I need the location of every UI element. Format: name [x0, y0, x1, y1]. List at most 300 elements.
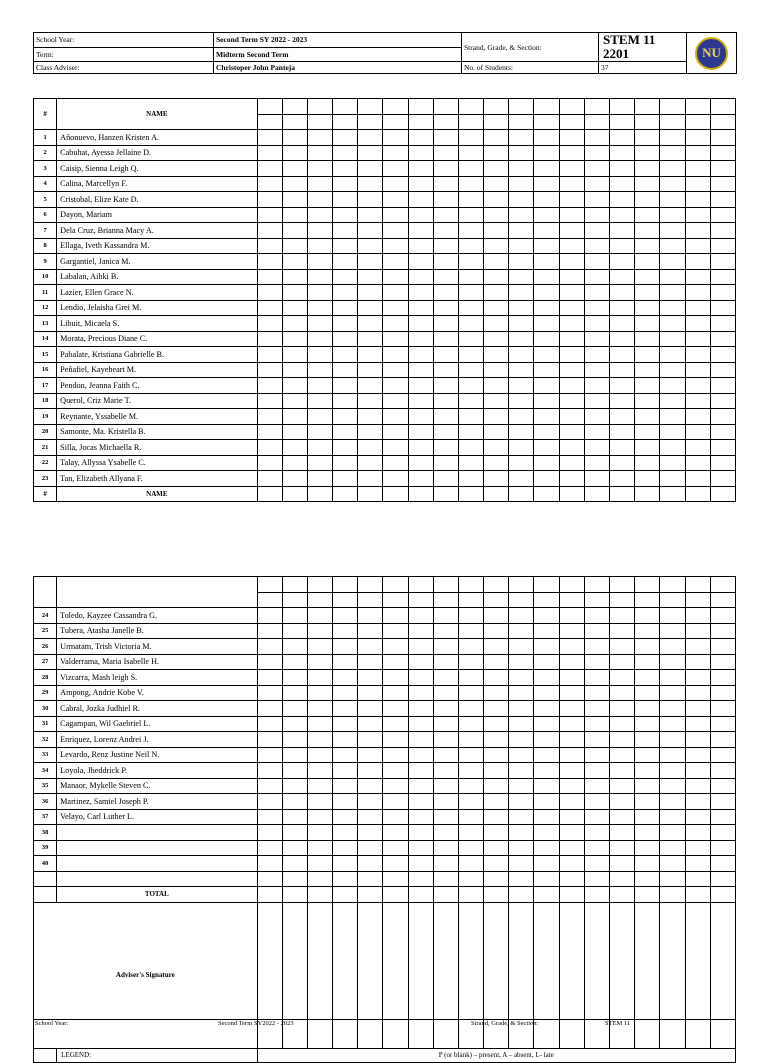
- attendance-cell[interactable]: [383, 393, 408, 409]
- attendance-cell[interactable]: [559, 130, 584, 146]
- attendance-cell[interactable]: [685, 331, 710, 347]
- date-header-cell[interactable]: [685, 577, 710, 593]
- attendance-cell[interactable]: [433, 424, 458, 440]
- attendance-cell[interactable]: [383, 331, 408, 347]
- attendance-cell[interactable]: [559, 285, 584, 301]
- date-header-cell[interactable]: [660, 592, 685, 608]
- attendance-cell[interactable]: [685, 763, 710, 779]
- attendance-cell[interactable]: [635, 608, 660, 624]
- attendance-cell[interactable]: [282, 763, 307, 779]
- attendance-cell[interactable]: [660, 716, 685, 732]
- attendance-cell[interactable]: [257, 238, 282, 254]
- attendance-cell[interactable]: [458, 794, 483, 810]
- attendance-cell[interactable]: [710, 639, 735, 655]
- attendance-cell[interactable]: [433, 794, 458, 810]
- attendance-cell[interactable]: [408, 223, 433, 239]
- attendance-cell[interactable]: [333, 130, 358, 146]
- attendance-cell[interactable]: [635, 825, 660, 841]
- attendance-cell[interactable]: [534, 316, 559, 332]
- attendance-cell[interactable]: [509, 223, 534, 239]
- attendance-cell[interactable]: [433, 161, 458, 177]
- attendance-cell[interactable]: [534, 254, 559, 270]
- attendance-cell[interactable]: [635, 639, 660, 655]
- attendance-cell[interactable]: [358, 347, 383, 363]
- attendance-cell[interactable]: [408, 145, 433, 161]
- date-header-cell[interactable]: [307, 114, 332, 130]
- attendance-cell[interactable]: [408, 809, 433, 825]
- attendance-cell[interactable]: [685, 424, 710, 440]
- attendance-cell[interactable]: [333, 207, 358, 223]
- attendance-cell[interactable]: [257, 130, 282, 146]
- attendance-cell[interactable]: [257, 732, 282, 748]
- date-header-cell[interactable]: [685, 592, 710, 608]
- attendance-cell[interactable]: [383, 486, 408, 502]
- attendance-cell[interactable]: [358, 608, 383, 624]
- attendance-cell[interactable]: [685, 654, 710, 670]
- attendance-cell[interactable]: [358, 440, 383, 456]
- attendance-cell[interactable]: [307, 254, 332, 270]
- attendance-cell[interactable]: [559, 440, 584, 456]
- attendance-cell[interactable]: [685, 254, 710, 270]
- attendance-cell[interactable]: [609, 223, 634, 239]
- attendance-cell[interactable]: [383, 223, 408, 239]
- attendance-cell[interactable]: [358, 887, 383, 903]
- attendance-cell[interactable]: [458, 285, 483, 301]
- attendance-cell[interactable]: [559, 269, 584, 285]
- attendance-cell[interactable]: [635, 424, 660, 440]
- attendance-cell[interactable]: [358, 269, 383, 285]
- attendance-cell[interactable]: [458, 747, 483, 763]
- attendance-cell[interactable]: [635, 316, 660, 332]
- date-header-cell[interactable]: [635, 592, 660, 608]
- attendance-cell[interactable]: [660, 300, 685, 316]
- attendance-cell[interactable]: [307, 223, 332, 239]
- attendance-cell[interactable]: [584, 623, 609, 639]
- attendance-cell[interactable]: [333, 238, 358, 254]
- attendance-cell[interactable]: [509, 176, 534, 192]
- attendance-cell[interactable]: [685, 393, 710, 409]
- attendance-cell[interactable]: [710, 840, 735, 856]
- date-header-cell[interactable]: [458, 577, 483, 593]
- attendance-cell[interactable]: [433, 486, 458, 502]
- date-header-cell[interactable]: [433, 592, 458, 608]
- attendance-cell[interactable]: [584, 223, 609, 239]
- attendance-cell[interactable]: [433, 440, 458, 456]
- attendance-cell[interactable]: [609, 471, 634, 487]
- date-header-cell[interactable]: [635, 99, 660, 115]
- attendance-cell[interactable]: [584, 732, 609, 748]
- attendance-cell[interactable]: [559, 794, 584, 810]
- attendance-cell[interactable]: [333, 176, 358, 192]
- attendance-cell[interactable]: [685, 747, 710, 763]
- attendance-cell[interactable]: [358, 794, 383, 810]
- attendance-cell[interactable]: [509, 471, 534, 487]
- attendance-cell[interactable]: [307, 316, 332, 332]
- attendance-cell[interactable]: [584, 471, 609, 487]
- attendance-cell[interactable]: [609, 763, 634, 779]
- date-header-cell[interactable]: [257, 114, 282, 130]
- attendance-cell[interactable]: [685, 809, 710, 825]
- attendance-cell[interactable]: [484, 639, 509, 655]
- attendance-cell[interactable]: [383, 856, 408, 872]
- date-header-cell[interactable]: [333, 114, 358, 130]
- attendance-cell[interactable]: [534, 223, 559, 239]
- attendance-cell[interactable]: [509, 145, 534, 161]
- attendance-cell[interactable]: [307, 207, 332, 223]
- attendance-cell[interactable]: [307, 285, 332, 301]
- attendance-cell[interactable]: [257, 161, 282, 177]
- attendance-cell[interactable]: [660, 440, 685, 456]
- attendance-cell[interactable]: [685, 130, 710, 146]
- attendance-cell[interactable]: [307, 378, 332, 394]
- attendance-cell[interactable]: [635, 685, 660, 701]
- attendance-cell[interactable]: [458, 378, 483, 394]
- attendance-cell[interactable]: [609, 794, 634, 810]
- date-header-cell[interactable]: [383, 114, 408, 130]
- attendance-cell[interactable]: [358, 809, 383, 825]
- attendance-cell[interactable]: [609, 316, 634, 332]
- attendance-cell[interactable]: [660, 347, 685, 363]
- attendance-cell[interactable]: [458, 161, 483, 177]
- attendance-cell[interactable]: [257, 809, 282, 825]
- attendance-cell[interactable]: [484, 747, 509, 763]
- attendance-cell[interactable]: [685, 716, 710, 732]
- attendance-cell[interactable]: [710, 316, 735, 332]
- attendance-cell[interactable]: [307, 639, 332, 655]
- attendance-cell[interactable]: [433, 176, 458, 192]
- attendance-cell[interactable]: [257, 778, 282, 794]
- attendance-cell[interactable]: [408, 654, 433, 670]
- attendance-cell[interactable]: [635, 378, 660, 394]
- attendance-cell[interactable]: [534, 285, 559, 301]
- attendance-cell[interactable]: [257, 747, 282, 763]
- attendance-cell[interactable]: [609, 440, 634, 456]
- attendance-cell[interactable]: [534, 300, 559, 316]
- attendance-cell[interactable]: [408, 471, 433, 487]
- attendance-cell[interactable]: [358, 145, 383, 161]
- attendance-cell[interactable]: [660, 238, 685, 254]
- attendance-cell[interactable]: [635, 176, 660, 192]
- attendance-cell[interactable]: [710, 331, 735, 347]
- attendance-cell[interactable]: [584, 176, 609, 192]
- attendance-cell[interactable]: [685, 192, 710, 208]
- attendance-cell[interactable]: [635, 716, 660, 732]
- attendance-cell[interactable]: [408, 716, 433, 732]
- attendance-cell[interactable]: [559, 331, 584, 347]
- attendance-cell[interactable]: [333, 223, 358, 239]
- attendance-cell[interactable]: [609, 207, 634, 223]
- attendance-cell[interactable]: [458, 486, 483, 502]
- attendance-cell[interactable]: [358, 825, 383, 841]
- attendance-cell[interactable]: [307, 809, 332, 825]
- attendance-cell[interactable]: [458, 347, 483, 363]
- attendance-cell[interactable]: [584, 670, 609, 686]
- attendance-cell[interactable]: [307, 424, 332, 440]
- attendance-cell[interactable]: [635, 701, 660, 717]
- attendance-cell[interactable]: [358, 732, 383, 748]
- date-header-cell[interactable]: [408, 99, 433, 115]
- date-header-cell[interactable]: [635, 577, 660, 593]
- attendance-cell[interactable]: [383, 701, 408, 717]
- date-header-cell[interactable]: [584, 99, 609, 115]
- attendance-cell[interactable]: [635, 362, 660, 378]
- attendance-cell[interactable]: [710, 685, 735, 701]
- attendance-cell[interactable]: [635, 145, 660, 161]
- attendance-cell[interactable]: [433, 825, 458, 841]
- attendance-cell[interactable]: [408, 747, 433, 763]
- attendance-cell[interactable]: [257, 608, 282, 624]
- attendance-cell[interactable]: [333, 269, 358, 285]
- attendance-cell[interactable]: [534, 670, 559, 686]
- attendance-cell[interactable]: [307, 471, 332, 487]
- attendance-cell[interactable]: [710, 856, 735, 872]
- attendance-cell[interactable]: [660, 285, 685, 301]
- attendance-cell[interactable]: [282, 716, 307, 732]
- attendance-cell[interactable]: [307, 794, 332, 810]
- attendance-cell[interactable]: [559, 347, 584, 363]
- attendance-cell[interactable]: [433, 670, 458, 686]
- attendance-cell[interactable]: [433, 778, 458, 794]
- attendance-cell[interactable]: [408, 763, 433, 779]
- attendance-cell[interactable]: [635, 207, 660, 223]
- attendance-cell[interactable]: [282, 207, 307, 223]
- attendance-cell[interactable]: [685, 778, 710, 794]
- attendance-cell[interactable]: [383, 809, 408, 825]
- attendance-cell[interactable]: [710, 378, 735, 394]
- attendance-cell[interactable]: [307, 840, 332, 856]
- attendance-cell[interactable]: [458, 763, 483, 779]
- attendance-cell[interactable]: [358, 778, 383, 794]
- attendance-cell[interactable]: [257, 409, 282, 425]
- attendance-cell[interactable]: [358, 623, 383, 639]
- attendance-cell[interactable]: [282, 856, 307, 872]
- date-header-cell[interactable]: [408, 577, 433, 593]
- attendance-cell[interactable]: [509, 654, 534, 670]
- attendance-cell[interactable]: [408, 130, 433, 146]
- attendance-cell[interactable]: [307, 887, 332, 903]
- attendance-cell[interactable]: [307, 176, 332, 192]
- attendance-cell[interactable]: [609, 176, 634, 192]
- date-header-cell[interactable]: [660, 99, 685, 115]
- attendance-cell[interactable]: [609, 486, 634, 502]
- date-header-cell[interactable]: [710, 114, 735, 130]
- attendance-cell[interactable]: [458, 269, 483, 285]
- date-header-cell[interactable]: [685, 114, 710, 130]
- attendance-cell[interactable]: [282, 840, 307, 856]
- attendance-cell[interactable]: [584, 440, 609, 456]
- attendance-cell[interactable]: [584, 254, 609, 270]
- date-header-cell[interactable]: [282, 99, 307, 115]
- attendance-cell[interactable]: [509, 809, 534, 825]
- attendance-cell[interactable]: [383, 285, 408, 301]
- attendance-cell[interactable]: [383, 254, 408, 270]
- attendance-cell[interactable]: [685, 347, 710, 363]
- date-header-cell[interactable]: [584, 592, 609, 608]
- attendance-cell[interactable]: [710, 300, 735, 316]
- attendance-cell[interactable]: [458, 455, 483, 471]
- attendance-cell[interactable]: [333, 639, 358, 655]
- attendance-cell[interactable]: [433, 887, 458, 903]
- attendance-cell[interactable]: [282, 192, 307, 208]
- attendance-cell[interactable]: [333, 840, 358, 856]
- date-header-cell[interactable]: [509, 99, 534, 115]
- attendance-cell[interactable]: [635, 347, 660, 363]
- attendance-cell[interactable]: [609, 778, 634, 794]
- attendance-cell[interactable]: [584, 887, 609, 903]
- attendance-cell[interactable]: [660, 732, 685, 748]
- attendance-cell[interactable]: [333, 608, 358, 624]
- date-header-cell[interactable]: [710, 592, 735, 608]
- attendance-cell[interactable]: [257, 176, 282, 192]
- attendance-cell[interactable]: [484, 223, 509, 239]
- attendance-cell[interactable]: [358, 670, 383, 686]
- date-header-cell[interactable]: [433, 114, 458, 130]
- attendance-cell[interactable]: [534, 471, 559, 487]
- attendance-cell[interactable]: [584, 393, 609, 409]
- date-header-cell[interactable]: [333, 99, 358, 115]
- attendance-cell[interactable]: [584, 207, 609, 223]
- attendance-cell[interactable]: [660, 856, 685, 872]
- attendance-cell[interactable]: [282, 608, 307, 624]
- attendance-cell[interactable]: [333, 809, 358, 825]
- attendance-cell[interactable]: [433, 716, 458, 732]
- attendance-cell[interactable]: [433, 362, 458, 378]
- attendance-cell[interactable]: [609, 347, 634, 363]
- attendance-cell[interactable]: [358, 856, 383, 872]
- attendance-cell[interactable]: [257, 145, 282, 161]
- attendance-cell[interactable]: [635, 254, 660, 270]
- attendance-cell[interactable]: [257, 269, 282, 285]
- attendance-cell[interactable]: [307, 362, 332, 378]
- attendance-cell[interactable]: [609, 887, 634, 903]
- attendance-cell[interactable]: [534, 331, 559, 347]
- attendance-cell[interactable]: [509, 840, 534, 856]
- date-header-cell[interactable]: [584, 114, 609, 130]
- attendance-cell[interactable]: [609, 130, 634, 146]
- attendance-cell[interactable]: [333, 685, 358, 701]
- attendance-cell[interactable]: [433, 685, 458, 701]
- attendance-cell[interactable]: [559, 763, 584, 779]
- attendance-cell[interactable]: [710, 825, 735, 841]
- attendance-cell[interactable]: [458, 254, 483, 270]
- attendance-cell[interactable]: [534, 763, 559, 779]
- attendance-cell[interactable]: [408, 685, 433, 701]
- attendance-cell[interactable]: [584, 300, 609, 316]
- attendance-cell[interactable]: [559, 856, 584, 872]
- attendance-cell[interactable]: [609, 747, 634, 763]
- attendance-cell[interactable]: [333, 825, 358, 841]
- attendance-cell[interactable]: [458, 701, 483, 717]
- attendance-cell[interactable]: [282, 747, 307, 763]
- attendance-cell[interactable]: [458, 778, 483, 794]
- attendance-cell[interactable]: [408, 192, 433, 208]
- attendance-cell[interactable]: [383, 300, 408, 316]
- attendance-cell[interactable]: [509, 409, 534, 425]
- attendance-cell[interactable]: [484, 794, 509, 810]
- attendance-cell[interactable]: [660, 840, 685, 856]
- attendance-cell[interactable]: [509, 639, 534, 655]
- attendance-cell[interactable]: [584, 794, 609, 810]
- attendance-cell[interactable]: [609, 623, 634, 639]
- attendance-cell[interactable]: [534, 685, 559, 701]
- attendance-cell[interactable]: [484, 623, 509, 639]
- date-header-cell[interactable]: [307, 577, 332, 593]
- attendance-cell[interactable]: [635, 300, 660, 316]
- attendance-cell[interactable]: [383, 840, 408, 856]
- attendance-cell[interactable]: [660, 809, 685, 825]
- date-header-cell[interactable]: [458, 592, 483, 608]
- attendance-cell[interactable]: [559, 670, 584, 686]
- attendance-cell[interactable]: [660, 654, 685, 670]
- attendance-cell[interactable]: [282, 654, 307, 670]
- attendance-cell[interactable]: [509, 825, 534, 841]
- attendance-cell[interactable]: [307, 300, 332, 316]
- attendance-cell[interactable]: [710, 486, 735, 502]
- attendance-cell[interactable]: [282, 701, 307, 717]
- attendance-cell[interactable]: [408, 285, 433, 301]
- attendance-cell[interactable]: [458, 654, 483, 670]
- attendance-cell[interactable]: [584, 238, 609, 254]
- attendance-cell[interactable]: [685, 840, 710, 856]
- attendance-cell[interactable]: [257, 716, 282, 732]
- attendance-cell[interactable]: [333, 654, 358, 670]
- attendance-cell[interactable]: [458, 238, 483, 254]
- attendance-cell[interactable]: [484, 254, 509, 270]
- attendance-cell[interactable]: [685, 161, 710, 177]
- attendance-cell[interactable]: [408, 871, 433, 887]
- attendance-cell[interactable]: [534, 486, 559, 502]
- attendance-cell[interactable]: [333, 486, 358, 502]
- attendance-cell[interactable]: [383, 409, 408, 425]
- date-header-cell[interactable]: [333, 577, 358, 593]
- attendance-cell[interactable]: [307, 825, 332, 841]
- attendance-cell[interactable]: [559, 685, 584, 701]
- attendance-cell[interactable]: [559, 316, 584, 332]
- attendance-cell[interactable]: [408, 176, 433, 192]
- attendance-cell[interactable]: [408, 207, 433, 223]
- attendance-cell[interactable]: [433, 471, 458, 487]
- attendance-cell[interactable]: [685, 623, 710, 639]
- attendance-cell[interactable]: [660, 176, 685, 192]
- date-header-cell[interactable]: [358, 592, 383, 608]
- attendance-cell[interactable]: [383, 794, 408, 810]
- attendance-cell[interactable]: [660, 269, 685, 285]
- attendance-cell[interactable]: [559, 378, 584, 394]
- attendance-cell[interactable]: [484, 486, 509, 502]
- attendance-cell[interactable]: [383, 623, 408, 639]
- attendance-cell[interactable]: [257, 300, 282, 316]
- attendance-cell[interactable]: [660, 871, 685, 887]
- attendance-cell[interactable]: [433, 809, 458, 825]
- attendance-cell[interactable]: [534, 825, 559, 841]
- attendance-cell[interactable]: [584, 856, 609, 872]
- attendance-cell[interactable]: [559, 732, 584, 748]
- attendance-cell[interactable]: [635, 670, 660, 686]
- attendance-cell[interactable]: [282, 223, 307, 239]
- attendance-cell[interactable]: [333, 670, 358, 686]
- attendance-cell[interactable]: [660, 409, 685, 425]
- attendance-cell[interactable]: [635, 887, 660, 903]
- attendance-cell[interactable]: [685, 362, 710, 378]
- attendance-cell[interactable]: [408, 331, 433, 347]
- attendance-cell[interactable]: [635, 871, 660, 887]
- attendance-cell[interactable]: [660, 145, 685, 161]
- attendance-cell[interactable]: [635, 285, 660, 301]
- attendance-cell[interactable]: [534, 269, 559, 285]
- attendance-cell[interactable]: [408, 455, 433, 471]
- date-header-cell[interactable]: [458, 99, 483, 115]
- attendance-cell[interactable]: [609, 393, 634, 409]
